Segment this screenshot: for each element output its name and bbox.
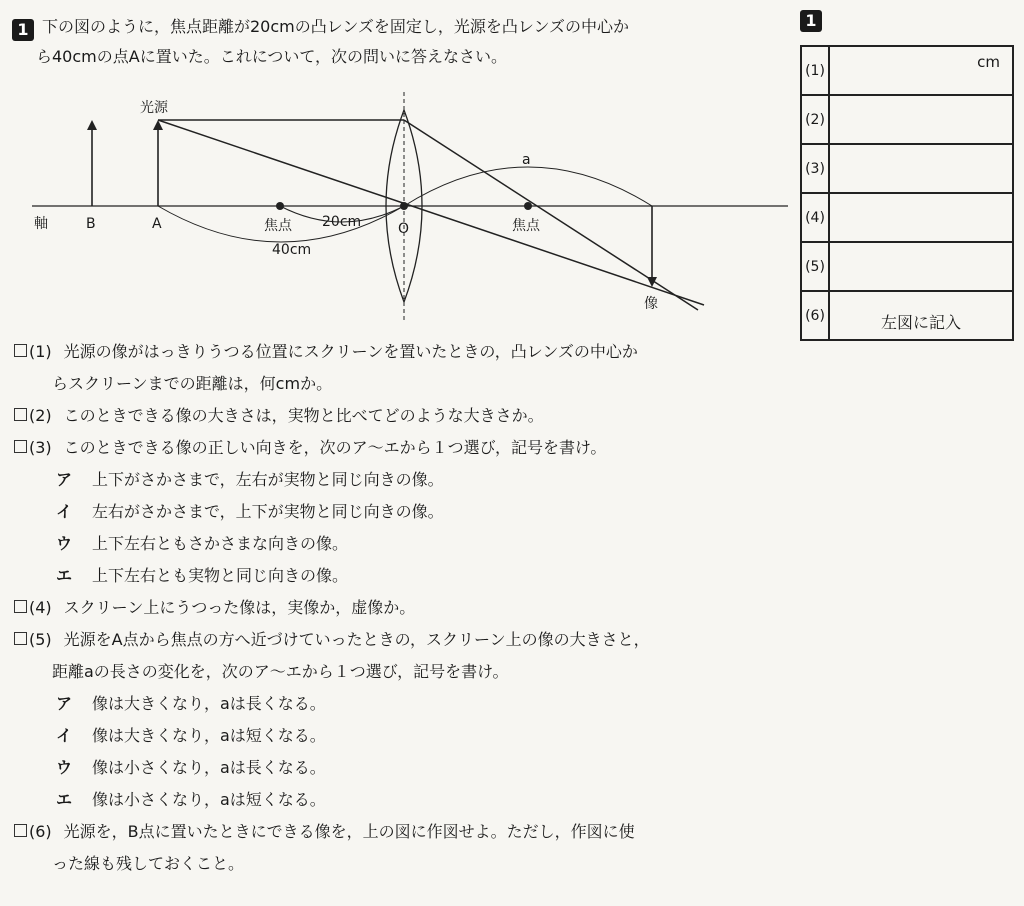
problem-intro (12, 12, 782, 72)
answer-row: (3) (801, 144, 1013, 193)
answer-row: (6) 左図に記入 (801, 291, 1013, 340)
image-label: 像 (644, 296, 658, 312)
checkbox-icon[interactable] (14, 600, 27, 613)
option-i: イ 像は大きくなり，aは短くなる。 (56, 726, 326, 745)
answer-cell[interactable] (829, 242, 1013, 291)
focal-point-right (524, 202, 532, 210)
question-1: (1) 光源の像がはっきりうつる位置にスクリーンを置いたときの，凸レンズの中心か らスクリーンまでの距離は，何cmか。 (14, 336, 804, 400)
question-3: (3) このときできる像の正しい向きを，次のア～エから１つ選び，記号を書け。 (14, 432, 804, 464)
arrow-at-b-head (87, 120, 97, 130)
option-u: ウ 像は小さくなり，aは長くなる。 (56, 758, 326, 777)
option-e: エ 像は小さくなり，aは短くなる。 (56, 790, 326, 809)
answer-row: (5) (801, 242, 1013, 291)
point-a-label: A (152, 216, 162, 232)
question-2: (2) このときできる像の大きさは，実物と比べてどのような大きさか。 (14, 400, 804, 432)
intro-line-2: ら40cmの点Aに置いた。これについて，次の問いに答えなさい。 (36, 47, 508, 66)
question-5: (5) 光源をA点から焦点の方へ近づけていったときの，スクリーン上の像の大きさと， 距離aの長さの変化を，次のア～エから１つ選び，記号を書け。 (14, 624, 804, 688)
ray-through-center (158, 120, 704, 305)
option-i: イ 左右がさかさまで，上下が実物と同じ向きの像。 (56, 502, 444, 521)
distance-20cm-label: 20cm (322, 214, 362, 230)
answer-table (800, 45, 1014, 341)
questions-list (14, 336, 804, 880)
problem-number-badge: 1 (12, 19, 34, 41)
answer-row: (4) (801, 193, 1013, 242)
question-4: (4) スクリーン上にうつった像は，実像か，虚像か。 (14, 592, 804, 624)
option-u: ウ 上下左右ともさかさまな向きの像。 (56, 534, 349, 553)
option-a: ア 上下がさかさまで，左右が実物と同じ向きの像。 (56, 470, 444, 489)
answer-cell[interactable] (829, 95, 1013, 144)
point-b-label: B (86, 216, 96, 232)
answer-sheet-badge: 1 (800, 10, 822, 32)
answer-cell[interactable]: 左図に記入 (829, 291, 1013, 340)
answer-cell[interactable] (829, 193, 1013, 242)
answer-cell[interactable]: cm (829, 46, 1013, 95)
answer-row: (2) (801, 95, 1013, 144)
distance-40cm-label: 40cm (272, 242, 312, 258)
checkbox-icon[interactable] (14, 344, 27, 357)
answer-row: (1) cm (801, 46, 1013, 95)
checkbox-icon[interactable] (14, 408, 27, 421)
focal-left-label: 焦点 (264, 218, 292, 234)
light-source-label: 光源 (140, 100, 168, 116)
focal-right-label: 焦点 (512, 218, 540, 234)
axis-label: 軸 (34, 216, 48, 232)
checkbox-icon[interactable] (14, 440, 27, 453)
checkbox-icon[interactable] (14, 824, 27, 837)
option-a: ア 像は大きくなり，aは長くなる。 (56, 694, 326, 713)
distance-a-label: a (522, 152, 531, 168)
option-e: エ 上下左右とも実物と同じ向きの像。 (56, 566, 349, 585)
center-o-label: O (398, 221, 410, 237)
answer-cell[interactable] (829, 144, 1013, 193)
checkbox-icon[interactable] (14, 632, 27, 645)
question-6: (6) 光源を，B点に置いたときにできる像を，上の図に作図せよ。ただし，作図に使 った線も残しておくこと。 (14, 816, 804, 880)
intro-line-1: 下の図のように，焦点距離が20cmの凸レンズを固定し，光源を凸レンズの中心か (42, 17, 629, 36)
lens-diagram (28, 88, 788, 328)
